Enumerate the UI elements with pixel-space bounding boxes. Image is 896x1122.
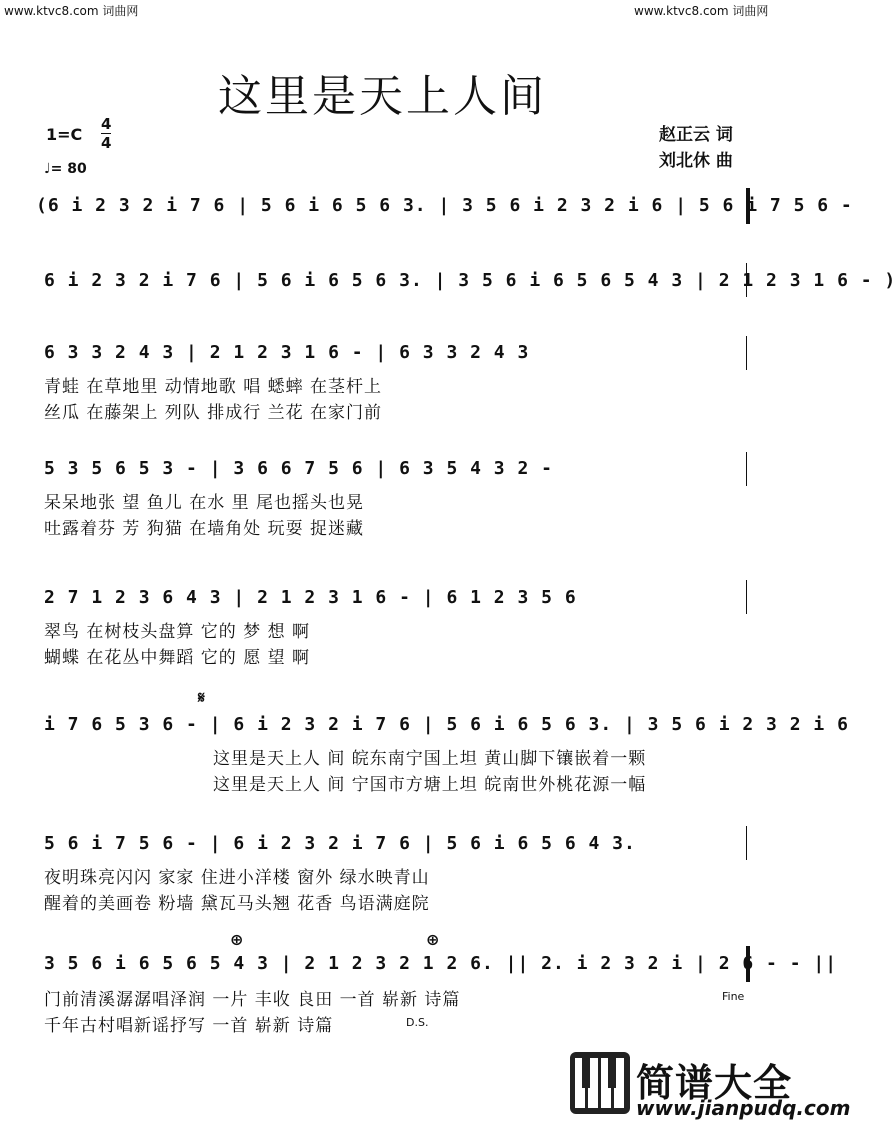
staff-3-lyrics-2: 丝瓜 在藤架上 列队 排成行 兰花 在家门前 <box>44 403 383 423</box>
coda-mark-1: ⊕ <box>230 930 244 949</box>
watermark-right: www.ktvc8.com 词曲网 <box>634 4 769 18</box>
staff-4-lyrics-2: 吐露着芬 芳 狗猫 在墙角处 玩耍 捉迷藏 <box>44 519 365 539</box>
staff-8-lyrics-1: 门前清溪潺潺唱泽润 一片 丰收 良田 一首 崭新 诗篇 <box>44 990 461 1010</box>
segno-mark: 𝄋 <box>198 688 205 707</box>
time-bottom: 4 <box>101 134 112 152</box>
key-signature: 1=C <box>46 125 83 144</box>
tempo-mark <box>44 161 87 177</box>
watermark-left: www.ktvc8.com 词曲网 <box>4 4 139 18</box>
staff-1-end-bar <box>746 188 750 224</box>
staff-6-notes: i 7 6 5 3 6 - | 6 i 2 3 2 i 7 6 | 5 6 i 6 5 6 3. | 3 5 6 i 2 3 2 i 6 <box>44 714 849 735</box>
logo-url: www.jianpudq.com <box>636 1096 851 1120</box>
staff-6-lyrics-2: 这里是天上人 间 宁国市方塘上坦 皖南世外桃花源一幅 <box>213 775 647 795</box>
ds-mark: D.S. <box>406 1016 429 1029</box>
logo-text: 简谱大全 <box>636 1061 793 1105</box>
staff-8-notes: 3 5 6 i 6 5 6 5 4 3 | 2 1 2 3 2 1 2 6. || 2. i 2 3 2 i | 2 6 - - || <box>44 953 838 974</box>
staff-7-end-bar <box>746 826 747 860</box>
staff-7-lyrics-1: 夜明珠亮闪闪 家家 住进小洋楼 窗外 绿水映青山 <box>44 868 430 888</box>
staff-5-end-bar <box>746 580 747 614</box>
piano-keys-icon <box>570 1052 630 1114</box>
staff-2-notes: 6 i 2 3 2 i 7 6 | 5 6 i 6 5 6 3. | 3 5 6 i 6 5 6 5 4 3 | 2 1 2 3 1 6 - ) <box>44 270 896 291</box>
staff-4-notes: 5 3 5 6 5 3 - | 3 6 6 7 5 6 | 6 3 5 4 3 2 - <box>44 458 553 479</box>
lyricist: 赵正云 词 <box>659 125 733 145</box>
staff-5-notes: 2 7 1 2 3 6 4 3 | 2 1 2 3 1 6 - | 6 1 2 3 5 6 <box>44 587 577 608</box>
fine-mark: Fine <box>722 990 745 1003</box>
time-top: 4 <box>101 115 112 133</box>
staff-4-end-bar <box>746 452 747 486</box>
staff-7-lyrics-2: 醒着的美画卷 粉墙 黛瓦马头翘 花香 鸟语满庭院 <box>44 894 430 914</box>
staff-5-lyrics-2: 蝴蝶 在花丛中舞蹈 它的 愿 望 啊 <box>44 648 311 668</box>
final-bar <box>746 946 750 982</box>
staff-3-end-bar <box>746 336 747 370</box>
composer: 刘北休 曲 <box>659 151 733 171</box>
staff-3-lyrics-1: 青蛙 在草地里 动情地歌 唱 蟋蟀 在茎杆上 <box>44 377 383 397</box>
staff-4-lyrics-1: 呆呆地张 望 鱼儿 在水 里 尾也摇头也晃 <box>44 493 365 513</box>
staff-6-lyrics-1: 这里是天上人 间 皖东南宁国上坦 黄山脚下镶嵌着一颗 <box>213 749 647 769</box>
song-title: 这里是天上人间 <box>218 71 547 122</box>
coda-mark-2: ⊕ <box>426 930 440 949</box>
staff-7-notes: 5 6 i 7 5 6 - | 6 i 2 3 2 i 7 6 | 5 6 i 6 5 6 4 3. <box>44 833 636 854</box>
staff-1-notes: (6 i 2 3 2 i 7 6 | 5 6 i 6 5 6 3. | 3 5 6 i 2 3 2 i 6 | 5 6 i 7 5 6 - <box>36 195 853 216</box>
tempo-value: = 80 <box>50 161 87 177</box>
staff-3-notes: 6 3 3 2 4 3 | 2 1 2 3 1 6 - | 6 3 3 2 4 3 <box>44 342 530 363</box>
staff-5-lyrics-1: 翠鸟 在树枝头盘算 它的 梦 想 啊 <box>44 622 311 642</box>
staff-8-lyrics-2: 千年古村唱新谣抒写 一首 崭新 诗篇 <box>44 1016 334 1036</box>
staff-2-end-bar <box>746 263 747 297</box>
time-signature <box>101 116 111 151</box>
quarter-note-icon: ♩ <box>44 161 51 177</box>
